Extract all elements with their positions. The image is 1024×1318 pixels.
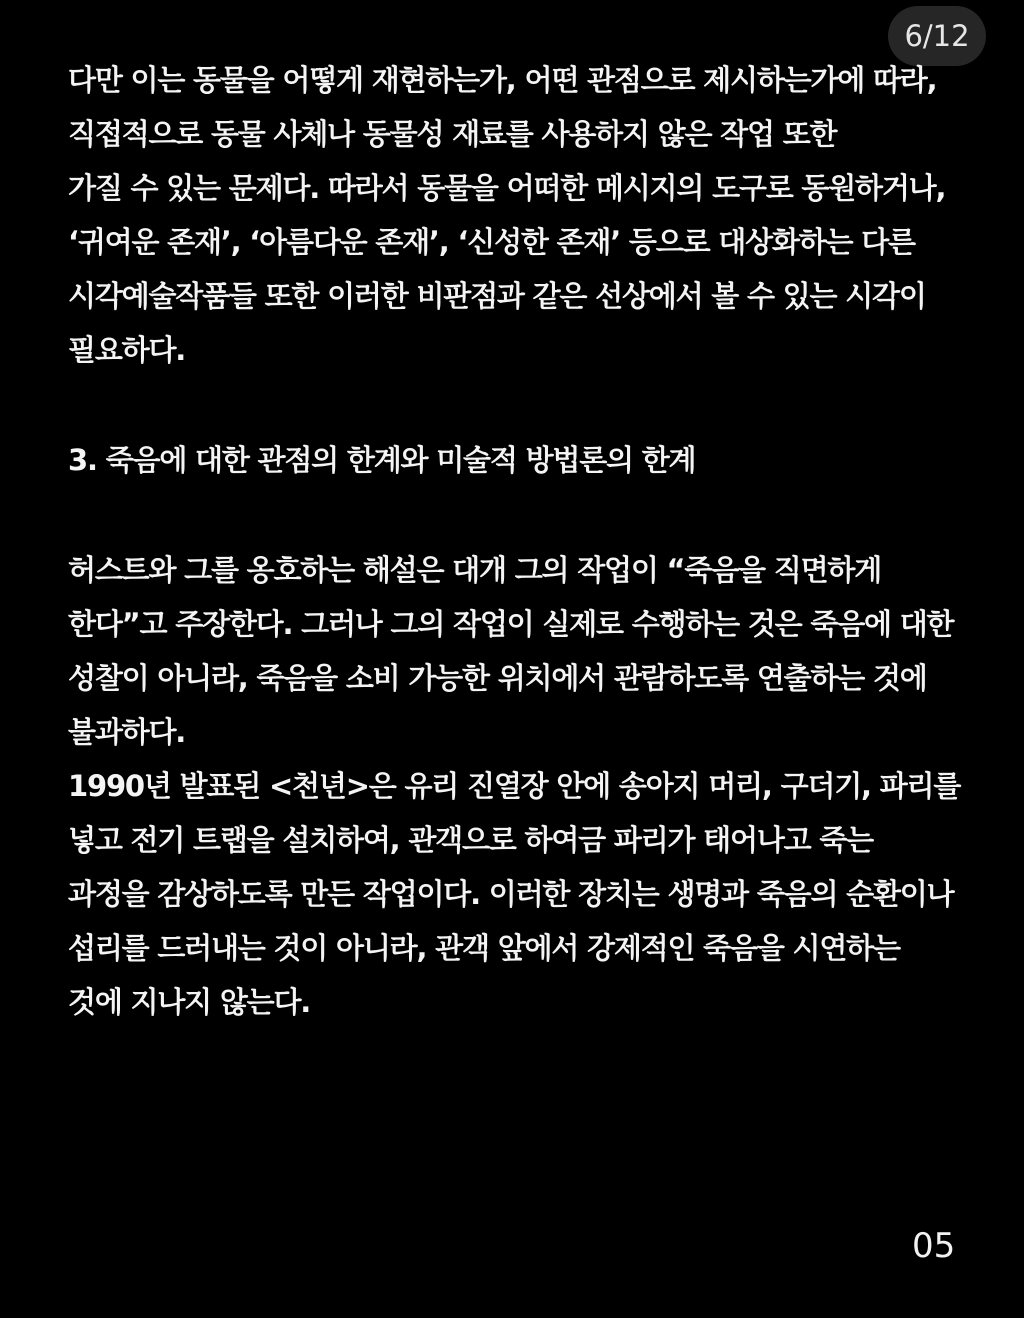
paragraph-2-line: 성찰이 아니라, 죽음을 소비 가능한 위치에서 관람하도록 연출하는 것에: [68, 661, 927, 695]
paragraph-1-line: 직접적으로 동물 사체나 동물성 재료를 사용하지 않은 작업 또한: [68, 117, 837, 151]
paragraph-2-line: 불과하다.: [68, 715, 186, 749]
paragraph-2-line: 허스트와 그를 옹호하는 해설은 대개 그의 작업이 “죽음을 직면하게: [68, 553, 882, 587]
paragraph-3-line: 넣고 전기 트랩을 설치하여, 관객으로 하여금 파리가 태어나고 죽는: [68, 823, 873, 857]
paragraph-3-line: 1990년 발표된 <천년>은 유리 진열장 안에 송아지 머리, 구더기, 파리를: [68, 769, 961, 803]
paragraph-1-line: 가질 수 있는 문제다. 따라서 동물을 어떠한 메시지의 도구로 동원하거나,: [68, 171, 946, 205]
paragraph-3-line: 과정을 감상하도록 만든 작업이다. 이러한 장치는 생명과 죽음의 순환이나: [68, 877, 954, 911]
paragraph-1-line: ‘귀여운 존재’, ‘아름다운 존재’, ‘신성한 존재’ 등으로 대상화하는 다른: [68, 225, 915, 259]
page-counter-badge: 6/12: [888, 6, 986, 66]
paragraph-2-line: 한다”고 주장한다. 그러나 그의 작업이 실제로 수행하는 것은 죽음에 대한: [68, 607, 954, 641]
page-number: 05: [912, 1226, 956, 1266]
paragraph-3-line: 것에 지나지 않는다.: [68, 985, 311, 1019]
section-heading: 3. 죽음에 대한 관점의 한계와 미술적 방법론의 한계: [68, 443, 696, 477]
paragraph-1-line: 필요하다.: [68, 333, 186, 367]
paragraph-1-line: 다만 이는 동물을 어떻게 재현하는가, 어떤 관점으로 제시하는가에 따라,: [68, 63, 937, 97]
paragraph-3-line: 섭리를 드러내는 것이 아니라, 관객 앞에서 강제적인 죽음을 시연하는: [68, 931, 900, 965]
paragraph-1-line: 시각예술작품들 또한 이러한 비판점과 같은 선상에서 볼 수 있는 시각이: [68, 279, 926, 313]
